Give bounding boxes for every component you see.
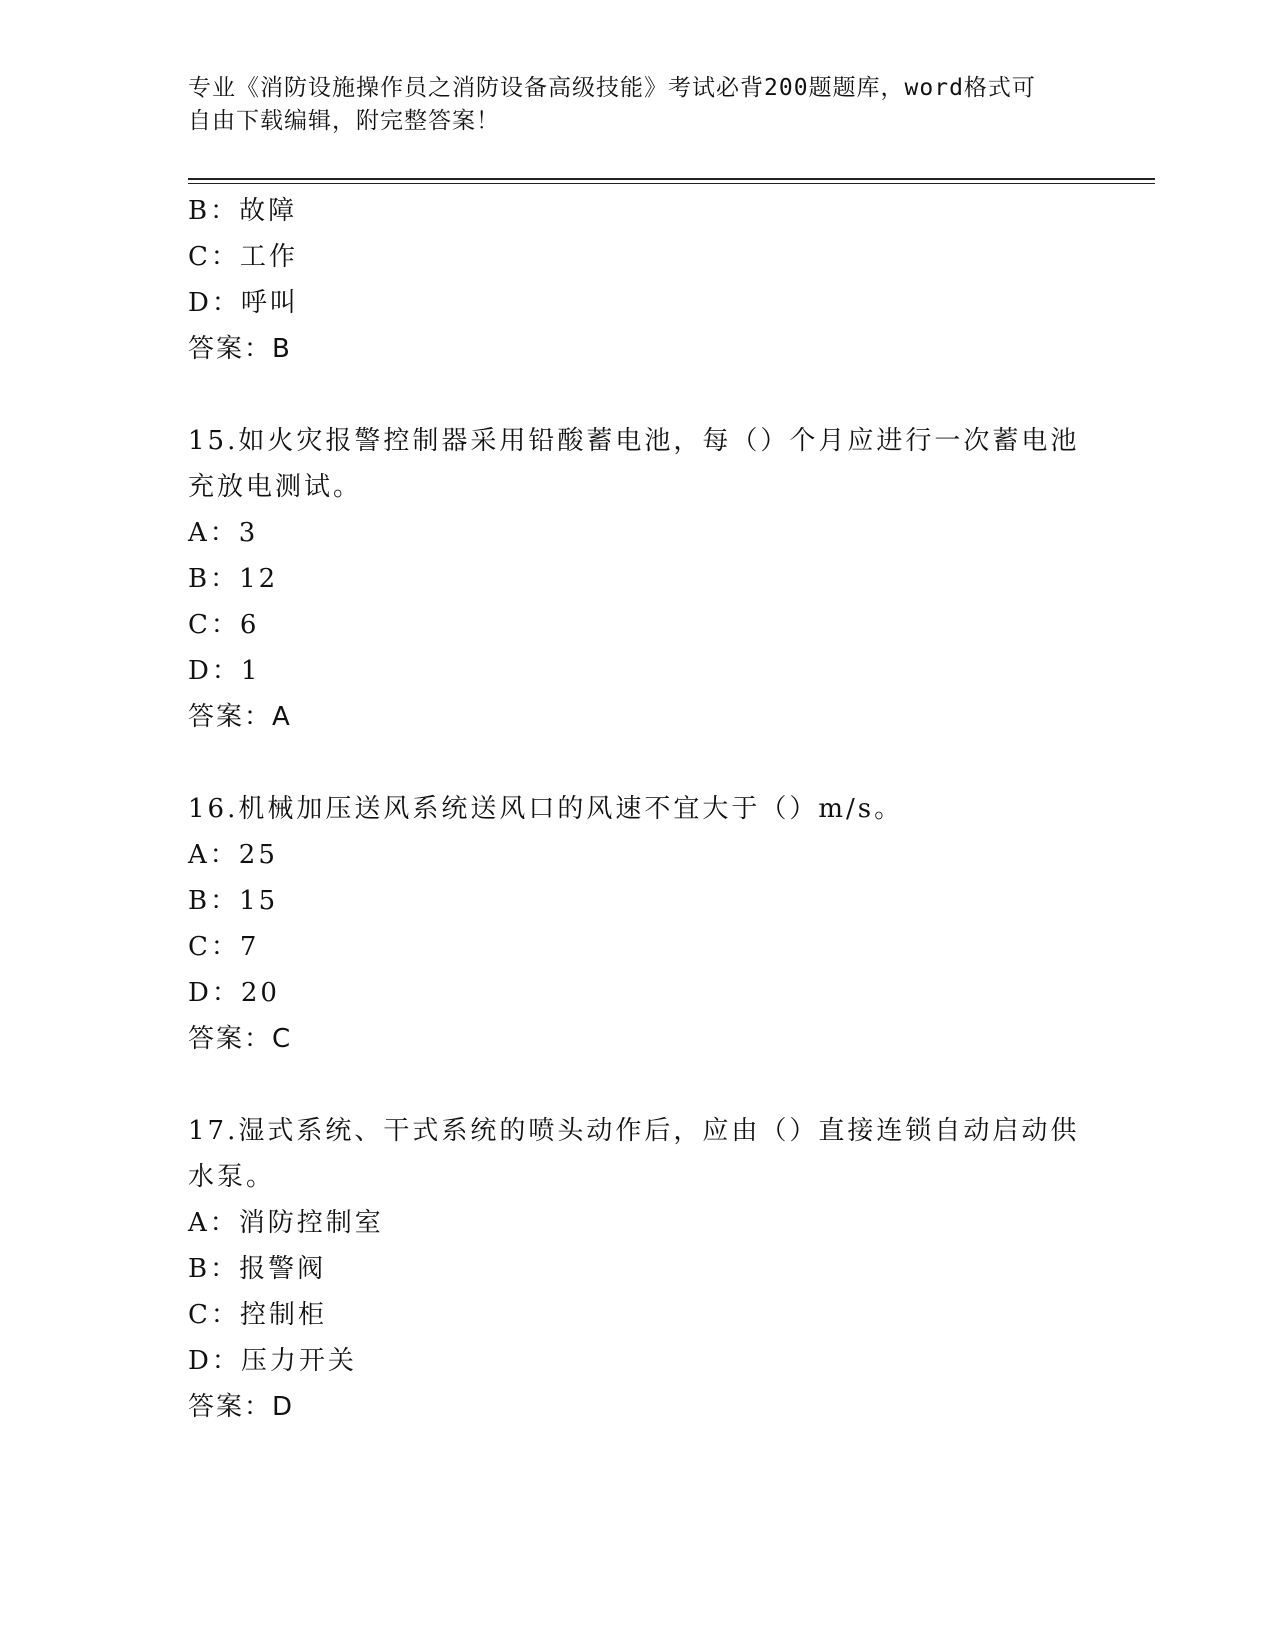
option-b: B：15 (188, 886, 279, 916)
option-a: A：消防控制室 (188, 1208, 384, 1238)
question-text-line-2: 充放电测试。 (188, 472, 363, 502)
question-text-line-1: 15.如火灾报警控制器采用铅酸蓄电池，每（）个月应进行一次蓄电池 (188, 426, 1080, 456)
question-14-continuation (188, 188, 1088, 372)
question-list (188, 188, 1088, 1430)
option-b: B：报警阀 (188, 1254, 327, 1284)
option-c: C：6 (188, 610, 260, 640)
question-text-line-1: 17.湿式系统、干式系统的喷头动作后，应由（）直接连锁自动启动供 (188, 1116, 1080, 1146)
spacer (188, 372, 1088, 418)
option-c: C：工作 (188, 242, 298, 272)
answer-line: 答案：A (188, 702, 292, 732)
header-divider-thin (188, 183, 1155, 184)
option-b: B：故障 (188, 196, 298, 226)
option-a: A：25 (188, 840, 278, 870)
answer-line: 答案：B (188, 334, 292, 364)
option-c: C：控制柜 (188, 1300, 327, 1330)
option-b: B：12 (188, 564, 279, 594)
spacer (188, 740, 1088, 786)
question-15 (188, 418, 1088, 740)
header-divider-thick (188, 178, 1155, 180)
header-line-2: 自由下载编辑，附完整答案！ (188, 108, 500, 134)
answer-line: 答案：D (188, 1392, 295, 1422)
option-d: D：20 (188, 978, 280, 1008)
spacer (188, 1062, 1088, 1108)
option-c: C：7 (188, 932, 260, 962)
option-a: A：3 (188, 518, 259, 548)
question-17 (188, 1108, 1088, 1430)
option-d: D：呼叫 (188, 288, 299, 318)
option-d: D：压力开关 (188, 1346, 357, 1376)
question-16 (188, 786, 1088, 1062)
question-text-line-1: 16.机械加压送风系统送风口的风速不宜大于（）m/s。 (188, 794, 904, 824)
question-text-line-2: 水泵。 (188, 1162, 276, 1192)
answer-line: 答案：C (188, 1024, 293, 1054)
document-header (188, 72, 1088, 138)
header-line-1: 专业《消防设施操作员之消防设备高级技能》考试必背200题题库，word格式可 (188, 75, 1036, 101)
option-d: D：1 (188, 656, 261, 686)
